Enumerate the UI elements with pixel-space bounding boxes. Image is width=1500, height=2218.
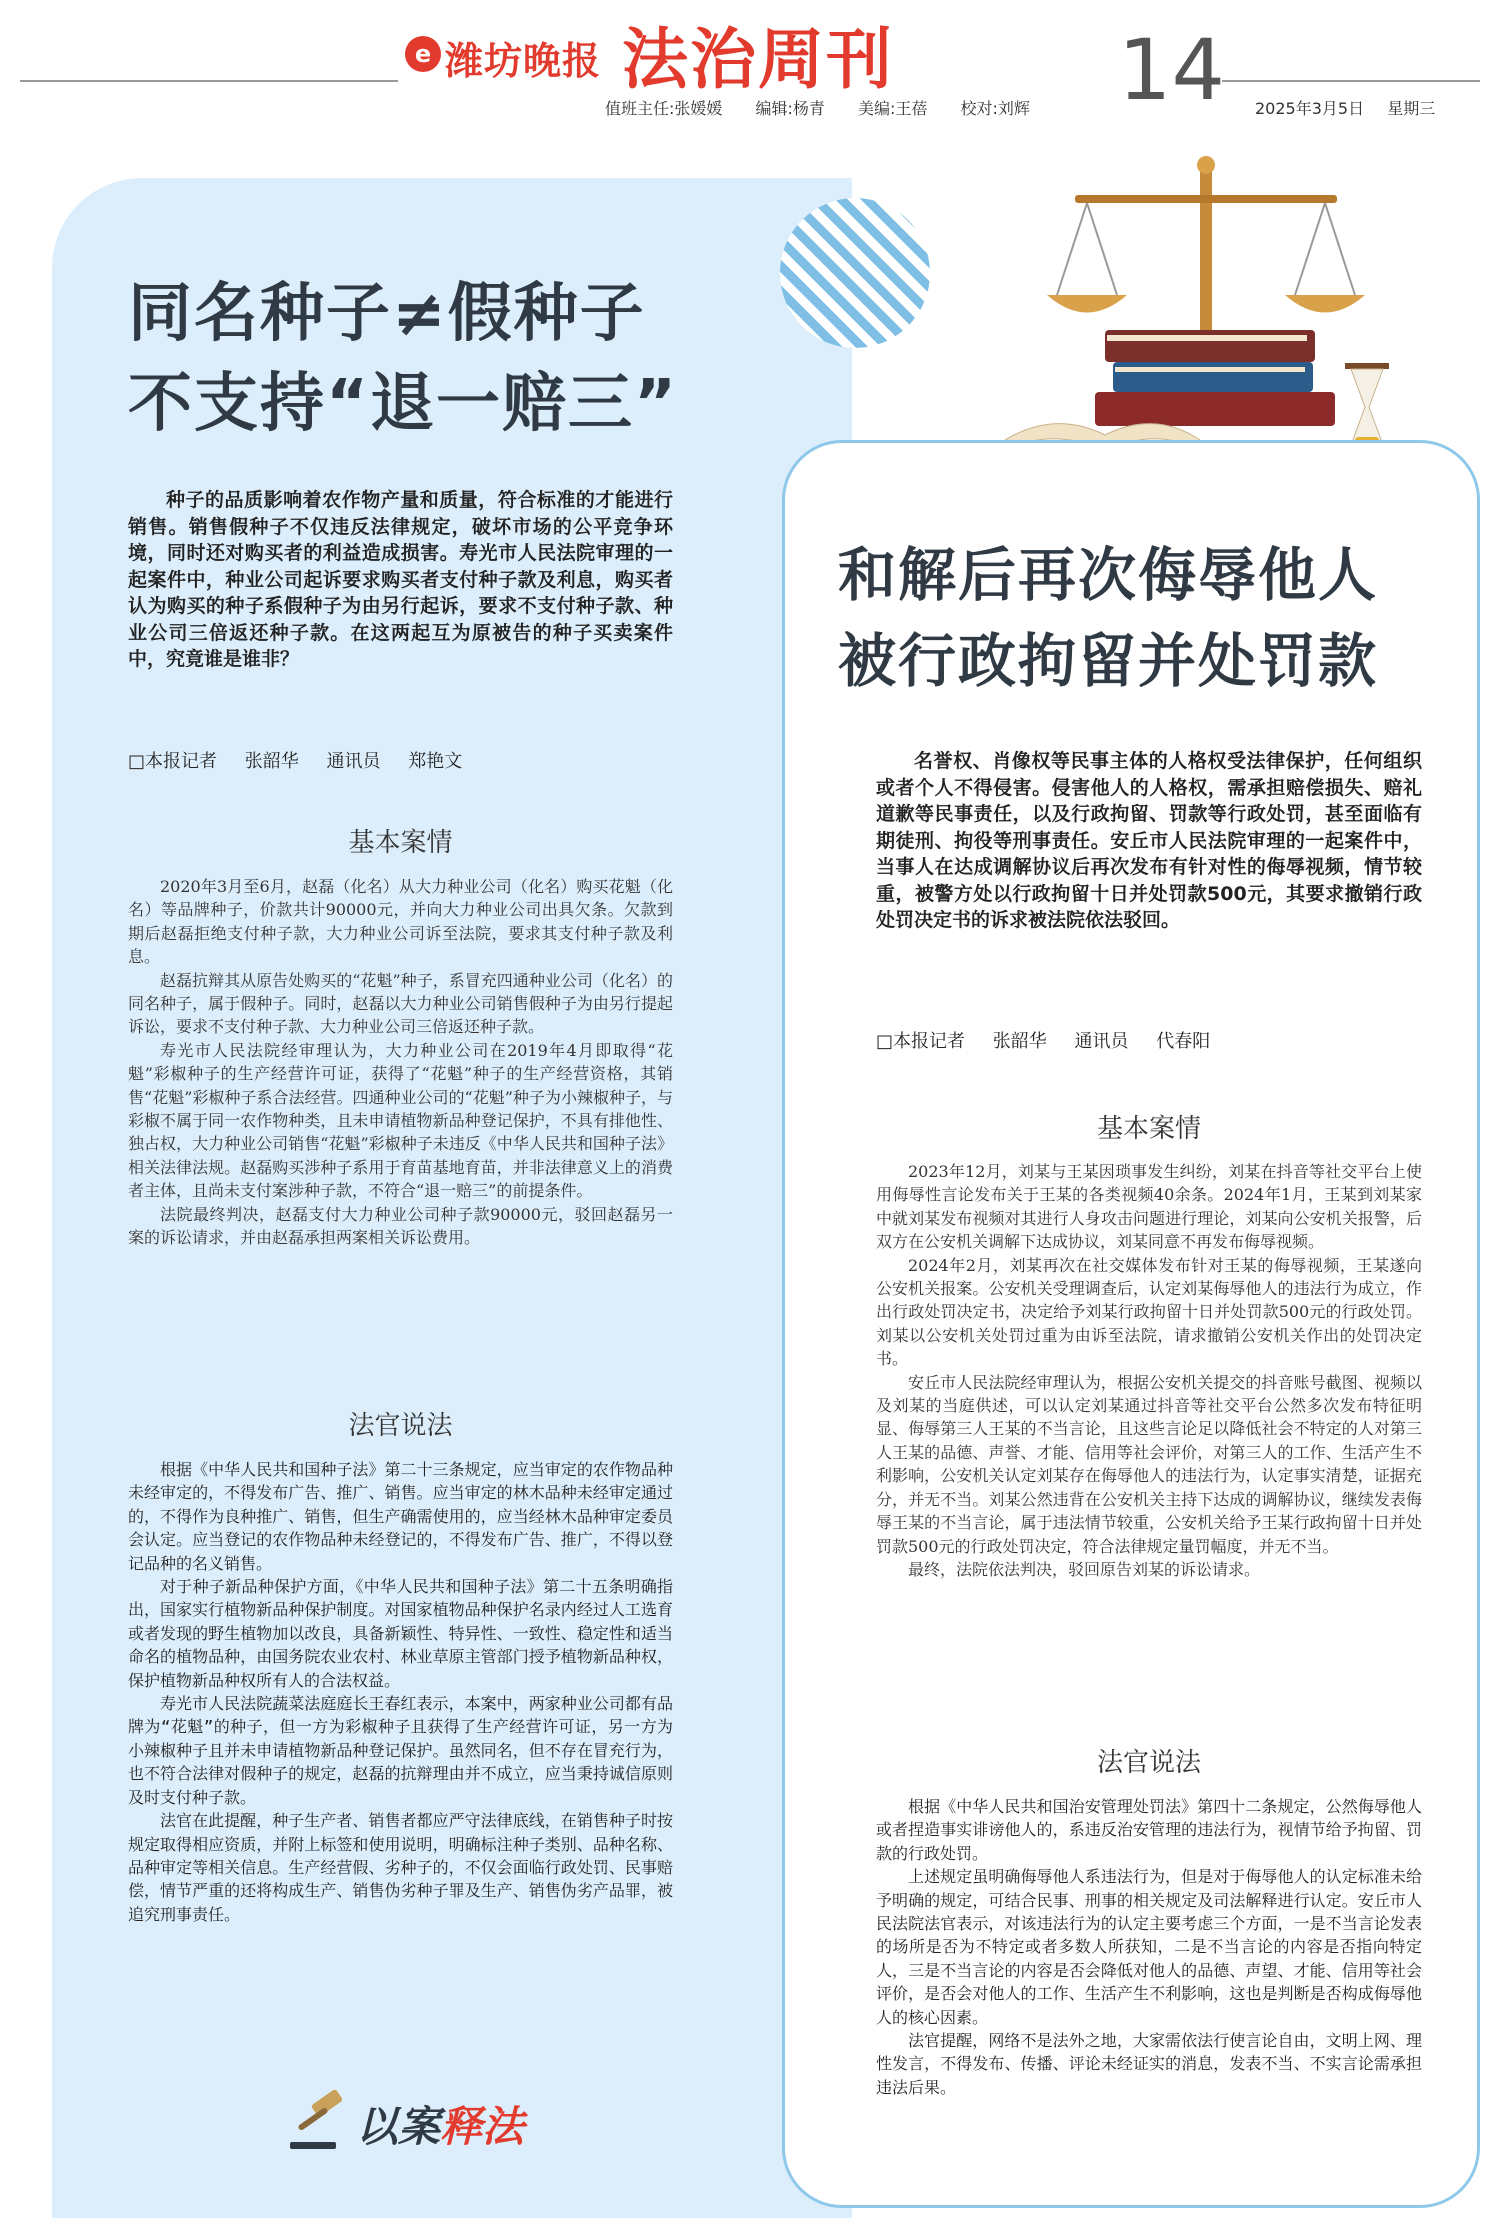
left-case-body — [128, 875, 673, 1250]
right-case-heading: 基本案情 — [1096, 1114, 1201, 1144]
right-opinion-heading: 法官说法 — [1096, 1748, 1201, 1778]
byline-correspondent-label: 通讯员 — [1074, 1031, 1129, 1052]
right-byline — [876, 1027, 1232, 1053]
column-tag-prefix: 以案 — [356, 2102, 441, 2151]
byline-reporter: 张韶华 — [992, 1031, 1047, 1052]
column-tag-highlight: 释法 — [440, 2102, 525, 2151]
left-headline-line1: 同名种子≠假种子 — [128, 277, 646, 351]
left-opinion-paragraph: 寿光市人民法院蔬菜法庭庭长王春红表示，本案中，两家种业公司都有品牌为“花魁”的种子，但一方为彩椒种子且获得了生产经营许可证，另一方为小辣椒种子且并未申请植物新品种登记保护。虽然同名，但不存在冒充行为，也不符合法律对假种子的规定，赵磊的抗辩理由并不成立，应当秉持诚信原则及时支付种子款。 — [128, 1694, 673, 1807]
issue-weekday: 星期三 — [1387, 99, 1436, 118]
credit-editor: 编辑:杨青 — [755, 99, 825, 118]
newspaper-logo-icon: e — [405, 36, 441, 72]
newspaper-brand: 潍坊晚报 — [445, 39, 602, 83]
editor-credits — [605, 96, 1058, 119]
byline-correspondent: 代春阳 — [1156, 1031, 1211, 1052]
right-lead: 名誉权、肖像权等民事主体的人格权受法律保护，任何组织或者个人不得侵害。侵害他人的人格权，需承担赔偿损失、赔礼道歉等民事责任，以及行政拘留、罚款等行政处罚，甚至面临有期徒刑、拘役等刑事责任。安丘市人民法院审理的一起案件中，当事人在达成调解协议后再次发布有针对性的侮辱视频，情节较重，被警方处以行政拘留十日并处罚款500元，其要求撤销行政处罚决定书的诉求被法院依法驳回。 — [876, 750, 1422, 931]
byline-reporter-label: □本报记者 — [128, 751, 218, 772]
page-number: 14 — [1118, 21, 1225, 119]
left-byline — [128, 747, 484, 773]
right-case-body — [876, 1160, 1422, 1581]
masthead-rule-left — [20, 80, 398, 82]
left-case-paragraph: 寿光市人民法院经审理认为，大力种业公司在2019年4月即取得“花魁”彩椒种子的生产经营许可证，获得了“花魁”种子的生产经营资格，其销售“花魁”彩椒种子系合法经营。四通种业公司的“花魁”种子为小辣椒种子，与彩椒不属于同一农作物种类，且未申请植物新品种登记保护，不具有排他性、独占权，大力种业公司销售“花魁”彩椒种子未违反《中华人民共和国种子法》相关法律法规。赵磊购买涉种子系用于育苗基地育苗，并非法律意义上的消费者主体，且尚未支付案涉种子款，不符合“退一赔三”的前提条件。 — [128, 1040, 673, 1201]
right-case-paragraph: 2023年12月，刘某与王某因琐事发生纠纷，刘某在抖音等社交平台上使用侮辱性言论发布关于王某的各类视频40余条。2024年1月，王某到刘某家中就刘某发布视频对其进行人身攻击问题进行理论，刘某向公安机关报警，后双方在公安机关调解下达成协议，刘某同意不再发布侮辱视频。 — [876, 1162, 1422, 1252]
right-case-paragraph: 2024年2月，刘某再次在社交媒体发布针对王某的侮辱视频，王某遂向公安机关报案。公安机关受理调查后，认定刘某侮辱他人的违法行为成立，作出行政处罚决定书，决定给予刘某行政拘留十日并处罚款500元的行政处罚。刘某以公安机关处罚过重为由诉至法院，请求撤销公安机关作出的处罚决定书。 — [876, 1255, 1422, 1369]
left-opinion-body — [128, 1458, 673, 1926]
byline-reporter: 张韶华 — [244, 751, 299, 772]
section-title: 法治周刊 — [622, 21, 894, 98]
left-case-heading: 基本案情 — [348, 828, 453, 858]
left-case-paragraph: 2020年3月至6月，赵磊（化名）从大力种业公司（化名）购买花魁（化名）等品牌种子，价款共计90000元，并向大力种业公司出具欠条。欠款到期后赵磊拒绝支付种子款，大力种业公司诉至法院，要求其支付种子款及利息。 — [128, 877, 673, 967]
right-case-paragraph: 安丘市人民法院经审理认为，根据公安机关提交的抖音账号截图、视频以及刘某的当庭供述，可以认定刘某通过抖音等社交平台公然多次发布特征明显、侮辱第三人王某的不当言论，且这些言论足以降低社会不特定的人对第三人王某的品德、声誉、才能、信用等社会评价，对第三人的工作、生活产生不利影响，公安机关认定刘某存在侮辱他人的违法行为，认定事实清楚，证据充分，并无不当。刘某公然违背在公安机关主持下达成的调解协议，继续发表侮辱王某的不当言论，属于违法情节较重，公安机关给予王某行政拘留十日并处罚款500元的行政处罚决定，符合法律规定量罚幅度，并无不当。 — [876, 1372, 1422, 1556]
striped-circle-decoration — [780, 198, 930, 348]
column-tag — [356, 2094, 524, 2154]
right-opinion-paragraph: 法官提醒，网络不是法外之地，大家需依法行使言论自由，文明上网、理性发言，不得发布、传播、评论未经证实的消息，发表不当、不实言论需承担违法后果。 — [876, 2031, 1422, 2097]
credit-art: 美编:王蓓 — [858, 99, 928, 118]
byline-correspondent: 郑艳文 — [408, 751, 463, 772]
left-case-paragraph: 法院最终判决，赵磊支付大力种业公司种子款90000元，驳回赵磊另一案的诉讼请求，并由赵磊承担两案相关诉讼费用。 — [128, 1204, 673, 1248]
left-opinion-heading: 法官说法 — [348, 1411, 453, 1441]
issue-date: 2025年3月5日 — [1255, 99, 1365, 118]
credit-duty: 值班主任:张媛媛 — [605, 99, 723, 118]
right-headline-line1: 和解后再次侮辱他人 — [838, 541, 1379, 609]
scales-books-hourglass-icon — [995, 155, 1415, 465]
right-case-paragraph: 最终，法院依法判决，驳回原告刘某的诉讼请求。 — [908, 1559, 1261, 1579]
right-headline-line2: 被行政拘留并处罚款 — [838, 627, 1379, 695]
right-opinion-paragraph: 上述规定虽明确侮辱他人系违法行为，但是对于侮辱他人的认定标准未给予明确的规定，可结合民事、刑事的相关规定及司法解释进行认定。安丘市人民法院法官表示，对该违法行为的认定主要考虑三个方面，一是不当言论发表的场所是否为不特定或者多数人所获知，二是不当言论的内容是否指向特定人，三是不当言论的内容是否会降低对他人的品德、声望、才能、信用等社会评价，是否会对他人的工作、生活产生不利影响，这也是判断是否构成侮辱他人的核心因素。 — [876, 1867, 1422, 2027]
byline-reporter-label: □本报记者 — [876, 1031, 966, 1052]
byline-correspondent-label: 通讯员 — [326, 751, 381, 772]
left-headline-line2: 不支持“退一赔三” — [128, 367, 679, 441]
right-opinion-body — [876, 1795, 1422, 2099]
credit-proof: 校对:刘辉 — [960, 99, 1030, 118]
left-opinion-paragraph: 对于种子新品种保护方面，《中华人民共和国种子法》第二十五条明确指出，国家实行植物新品种保护制度。对国家植物品种保护名录内经过人工选育或者发现的野生植物加以改良，具备新颖性、特异性、一致性、稳定性和适当命名的植物品种，由国务院农业农村、林业草原主管部门授予植物新品种权，保护植物新品种权所有人的合法权益。 — [128, 1577, 673, 1690]
left-opinion-paragraph: 根据《中华人民共和国种子法》第二十三条规定，应当审定的农作物品种未经审定的，不得发布广告、推广、销售。应当审定的林木品种未经审定通过的，不得作为良种推广、销售，但生产确需使用的，应当经林木品种审定委员会认定。应当登记的农作物品种未经登记的，不得发布广告、推广，不得以登记品种的名义销售。 — [128, 1460, 673, 1573]
masthead-rule-right — [1222, 80, 1480, 82]
left-opinion-paragraph: 法官在此提醒，种子生产者、销售者都应严守法律底线，在销售种子时按规定取得相应资质，并附上标签和使用说明，明确标注种子类别、品种名称、品种审定等相关信息。生产经营假、劣种子的，不仅会面临行政处罚、民事赔偿，情节严重的还将构成生产、销售伪劣种子罪及生产、销售伪劣产品罪，被追究刑事责任。 — [128, 1811, 673, 1924]
dateline — [1255, 96, 1453, 119]
gavel-icon — [290, 2090, 354, 2150]
left-case-paragraph: 赵磊抗辩其从原告处购买的“花魁”种子，系冒充四通种业公司（化名）的同名种子，属于假种子。同时，赵磊以大力种业公司销售假种子为由另行提起诉讼，要求不支付种子款、大力种业公司三倍返还种子款。 — [128, 970, 673, 1037]
right-opinion-paragraph: 根据《中华人民共和国治安管理处罚法》第四十二条规定，公然侮辱他人或者捏造事实诽谤他人的，系违反治安管理的违法行为，视情节给予拘留、罚款的行政处罚。 — [876, 1797, 1422, 1863]
left-lead: 种子的品质影响着农作物产量和质量，符合标准的才能进行销售。销售假种子不仅违反法律规定，破坏市场的公平竞争环境，同时还对购买者的利益造成损害。寿光市人民法院审理的一起案件中，种业公司起诉要求购买者支付种子款及利息，购买者认为购买的种子系假种子为由另行起诉，要求不支付种子款、种业公司三倍返还种子款。在这两起互为原被告的种子买卖案件中，究竟谁是谁非？ — [128, 489, 673, 670]
